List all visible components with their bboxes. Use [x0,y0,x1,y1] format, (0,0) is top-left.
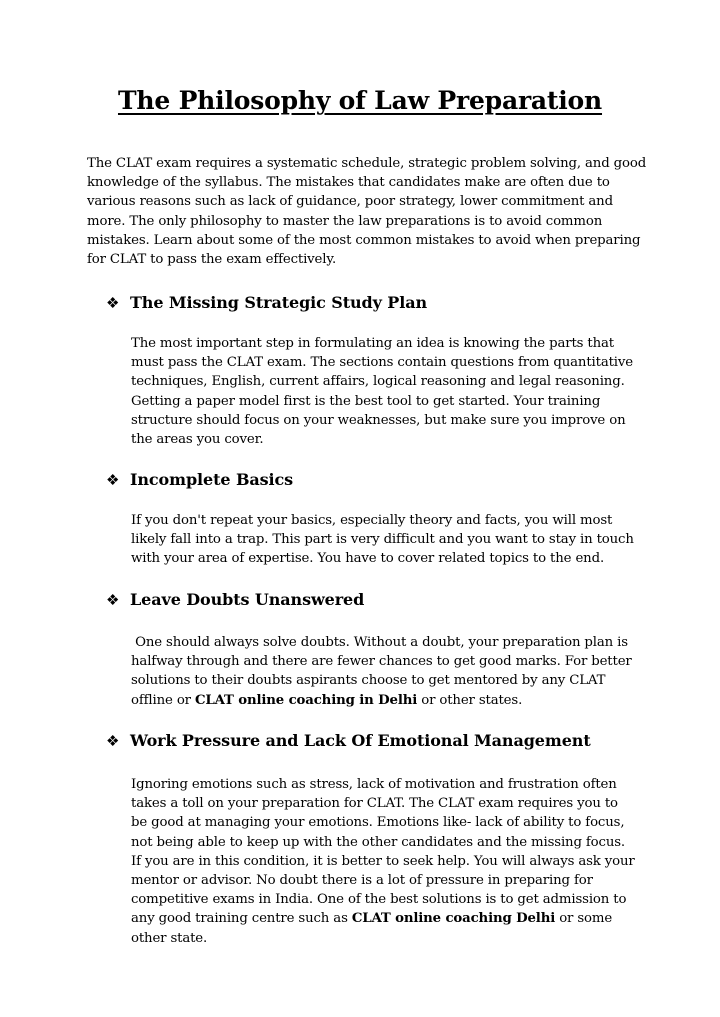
diamond-bullet-icon: ❖ [106,471,120,489]
coaching-link-text: CLAT online coaching in Delhi [194,692,418,708]
body-text: or some other state. [131,911,613,946]
section-heading-work-pressure [106,730,591,752]
diamond-bullet-icon: ❖ [106,591,120,609]
page-title: The Philosophy of Law Preparation [117,86,603,115]
section-body-strategic-plan: The most important step in formulating an idea is knowing the parts that must pass the CLAT exam. The sections contain questions from quantitative techniques, English, current affairs, logical reasoning and legal reasoning. Getting a paper model first is the best tool to get started. Your training structure should focus on your weaknesses, but make sure you improve on the areas you cover. [131,336,633,448]
section-heading-doubts [106,589,364,611]
section-heading-text: Leave Doubts Unanswered [130,590,365,609]
section-heading-strategic-plan [106,292,427,314]
section-heading-incomplete-basics [106,469,293,491]
section-body-incomplete-basics: If you don't repeat your basics, especially theory and facts, you will most likely fall into a trap. This part is very difficult and you want to stay in touch with your area of expertise. You have to cover related topics to the end. [131,513,634,567]
section-heading-text: Incomplete Basics [130,470,294,489]
section-body-work-pressure [131,775,636,948]
diamond-bullet-icon: ❖ [106,732,120,750]
coaching-link-text: CLAT online coaching Delhi [351,911,556,927]
intro-paragraph: The CLAT exam requires a systematic schedule, strategic problem solving, and good knowledge of the syllabus. The mistakes that candidates make are often due to various reasons such as lack of guidance, poor strategy, lower commitment and more. The only philosophy to master the law preparations is to avoid common mistakes. Learn about some of the most common mistakes to avoid when preparing for CLAT to pass the exam effectively. [87,156,647,268]
body-text: Ignoring emotions such as stress, lack of motivation and frustration often takes a toll on your preparation for CLAT. The CLAT exam requires you to be good at managing your emotions. Emotions like- lack of ability to focus, not being able to keep up with the other candidates and the missing focus. If you are in this condition, it is better to seek help. You will always ask your mentor or advisor. No doubt there is a lot of pressure in preparing for competitive exams in India. One of the best solutions is to get admission to any good training centre such as [131,777,635,927]
section-heading-text: The Missing Strategic Study Plan [130,293,427,312]
body-text: or other states. [417,692,523,708]
body-text: One should always solve doubts. Without a doubt, your preparation plan is halfway through and there are fewer chances to get good marks. For better solutions to their doubts aspirants choose to get mentored by any CLAT offline or [131,635,636,708]
section-heading-text: Work Pressure and Lack Of Emotional Management [130,731,591,750]
section-body-doubts [131,633,636,710]
diamond-bullet-icon: ❖ [106,294,120,312]
